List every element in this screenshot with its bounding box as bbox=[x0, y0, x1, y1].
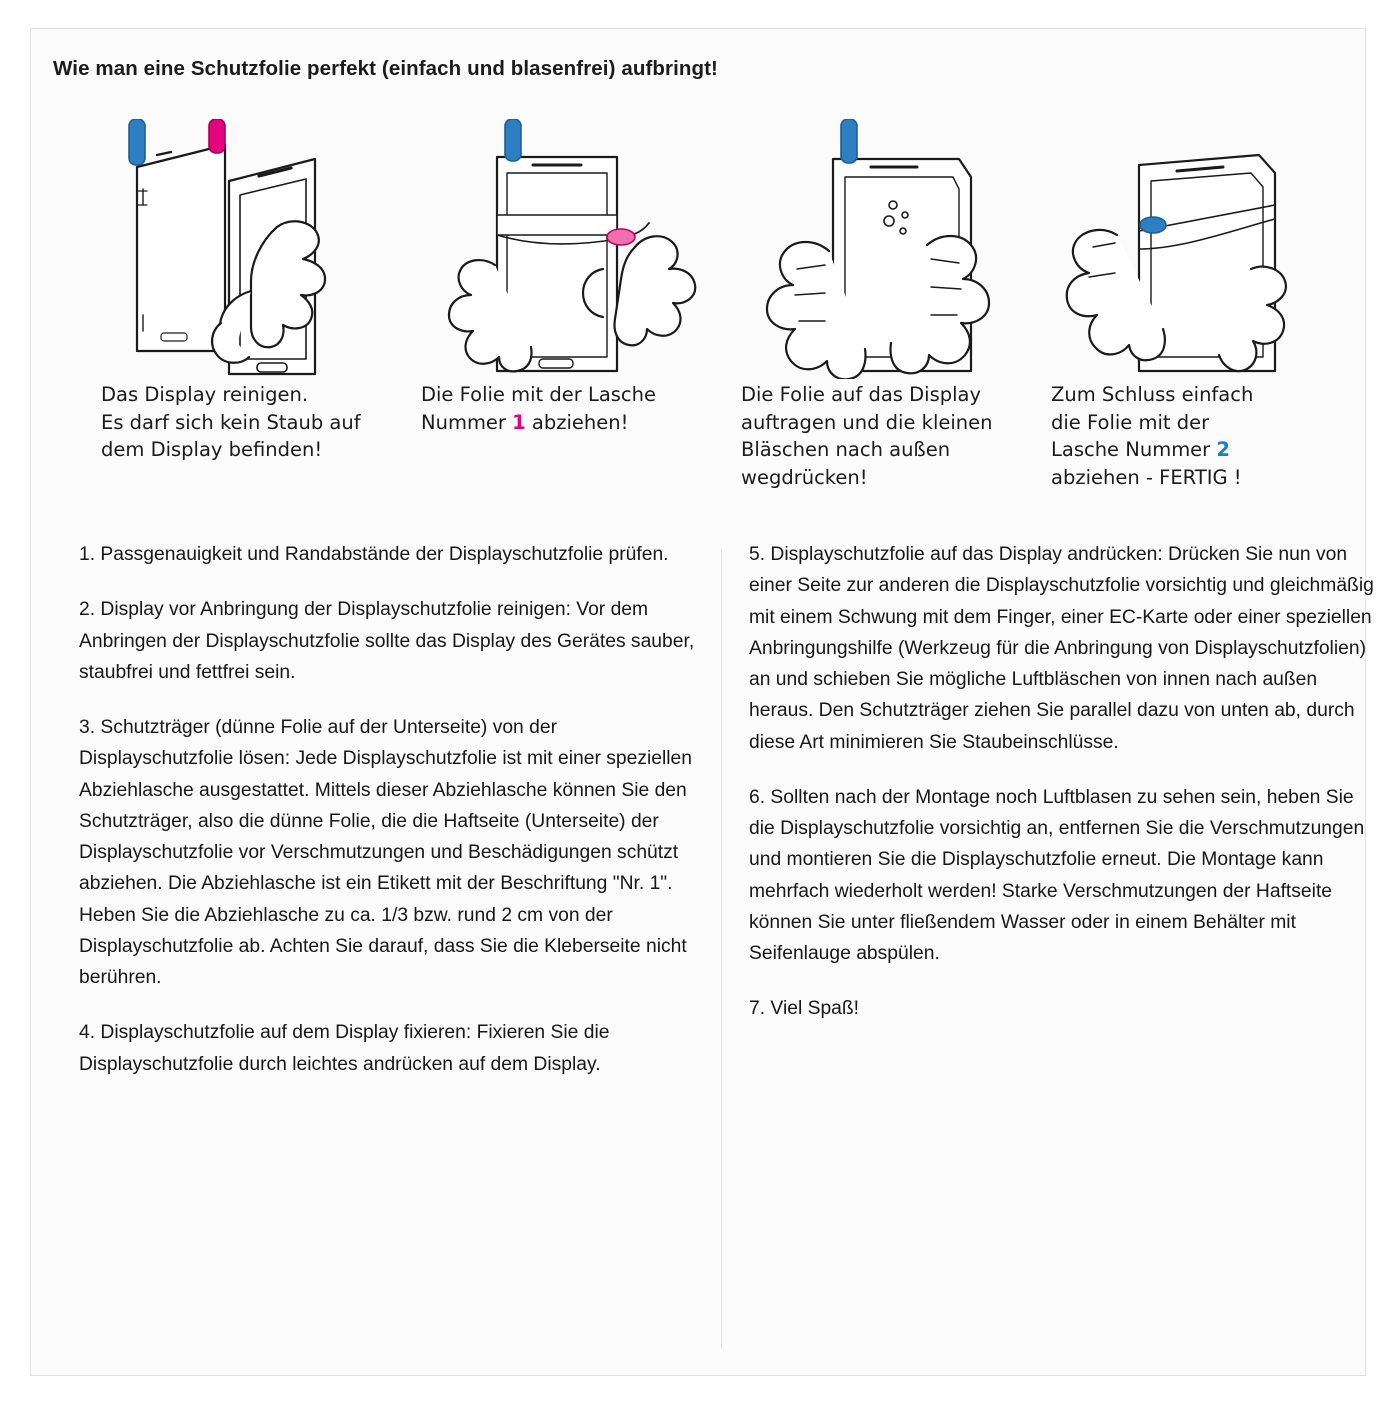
caption-text: abziehen! bbox=[525, 410, 629, 434]
page-title: Wie man eine Schutzfolie perfekt (einfach und blasenfrei) aufbringt! bbox=[53, 57, 718, 80]
caption-line: Zum Schluss einfach bbox=[1051, 383, 1254, 406]
illustration-clean-display bbox=[101, 119, 401, 519]
caption-line: Die Folie auf das Display bbox=[741, 383, 982, 406]
tab-number-2: 2 bbox=[1216, 438, 1230, 462]
caption-peel-tab-2 bbox=[1051, 381, 1351, 492]
instruction-step-3: 3. Schutzträger (dünne Folie auf der Unterseite) von der Displayschutzfolie lösen: Jede Displayschutzfolie ist mit einer speziellen Abziehlasche ausgestattet. Mittels dieser Abziehlasche können Sie den Schutzträger, also die dünne Folie, die die Haftseite (Unterseite) der Displayschutzfolie vor Verschmutzungen und Beschädigungen schützt abziehen. Die Abziehlasche ist ein Etikett mit der Beschriftung "Nr. 1". Heben Sie die Abziehlasche zu ca. 1/3 bzw. rund 2 cm von der Displayschutzfolie ab. Achten Sie darauf, dass Sie die Kleberseite nicht berühren. bbox=[79, 717, 692, 988]
caption-line: auftragen und die kleinen bbox=[741, 410, 993, 434]
apply-film-drawing bbox=[741, 119, 1041, 379]
peel-tab-2-drawing bbox=[1051, 119, 1351, 379]
caption-line: die Folie mit der bbox=[1051, 410, 1210, 434]
caption-line: abziehen - FERTIG ! bbox=[1051, 466, 1242, 490]
caption-line: Die Folie mit der Lasche bbox=[421, 383, 657, 406]
caption-text: Lasche Nummer bbox=[1051, 438, 1217, 462]
instruction-sheet bbox=[30, 28, 1374, 1376]
column-divider bbox=[721, 549, 722, 1349]
caption-apply-film bbox=[741, 381, 1041, 492]
instructions-right-column bbox=[749, 539, 1374, 1049]
instruction-step-4: 4. Displayschutzfolie auf dem Display fixieren: Fixieren Sie die Displayschutzfolie durch leichtes andrücken auf dem Display. bbox=[79, 1022, 610, 1075]
instruction-step-7: 7. Viel Spaß! bbox=[749, 998, 860, 1020]
caption-line: wegdrücken! bbox=[741, 466, 868, 490]
illustration-apply-film bbox=[741, 119, 1041, 519]
caption-clean-display bbox=[101, 381, 401, 464]
caption-line: Bläschen nach außen bbox=[741, 438, 951, 462]
illustration-peel-tab-1 bbox=[421, 119, 721, 519]
caption-line: Es darf sich kein Staub auf bbox=[101, 410, 361, 434]
instruction-step-5: 5. Displayschutzfolie auf das Display andrücken: Drücken Sie nun von einer Seite zur anderen die Displayschutzfolie vorsichtig und gleichmäßig mit einem Schwung mit dem Finger, einer EC-Karte oder einer speziellen Anbringungshilfe (Werkzeug für die Anbringung von Displayschutzfolien) an und schieben Sie mögliche Luftbläschen von innen nach außen heraus. Den Schutzträger ziehen Sie parallel dazu von unten ab, durch diese Art minimieren Sie Staubeinschlüsse. bbox=[749, 544, 1374, 753]
caption-line: Das Display reinigen. bbox=[101, 383, 309, 406]
caption-line bbox=[1051, 436, 1351, 464]
instruction-step-6: 6. Sollten nach der Montage noch Luftblasen zu sehen sein, heben Sie die Displayschutzfolie vorsichtig an, entfernen Sie die Verschmutzungen und montieren Sie die Displayschutzfolie erneut. Die Montage kann mehrfach wiederholt werden! Starke Verschmutzungen der Haftseite können Sie unter fließendem Wasser oder in einem Behälter mit Seifenlauge abspülen. bbox=[749, 786, 1365, 964]
illustration-peel-tab-2 bbox=[1051, 119, 1351, 519]
peel-tab-1-drawing bbox=[421, 119, 721, 379]
caption-text: Nummer bbox=[421, 410, 513, 434]
instructions-left-column bbox=[79, 539, 695, 1104]
instruction-columns bbox=[53, 539, 1374, 1359]
illustration-strip bbox=[91, 119, 1341, 519]
instruction-step-1: 1. Passgenauigkeit und Randabstände der Displayschutzfolie prüfen. bbox=[79, 544, 669, 565]
clean-display-drawing bbox=[101, 119, 401, 379]
caption-peel-tab-1 bbox=[421, 381, 721, 436]
caption-line: dem Display befinden! bbox=[101, 438, 323, 462]
caption-line bbox=[421, 409, 721, 437]
tab-number-1: 1 bbox=[512, 410, 526, 434]
instruction-step-2: 2. Display vor Anbringung der Displayschutzfolie reinigen: Vor dem Anbringen der Displayschutzfolie sollte das Display des Gerätes sauber, staubfrei und fettfrei sein. bbox=[79, 599, 695, 683]
